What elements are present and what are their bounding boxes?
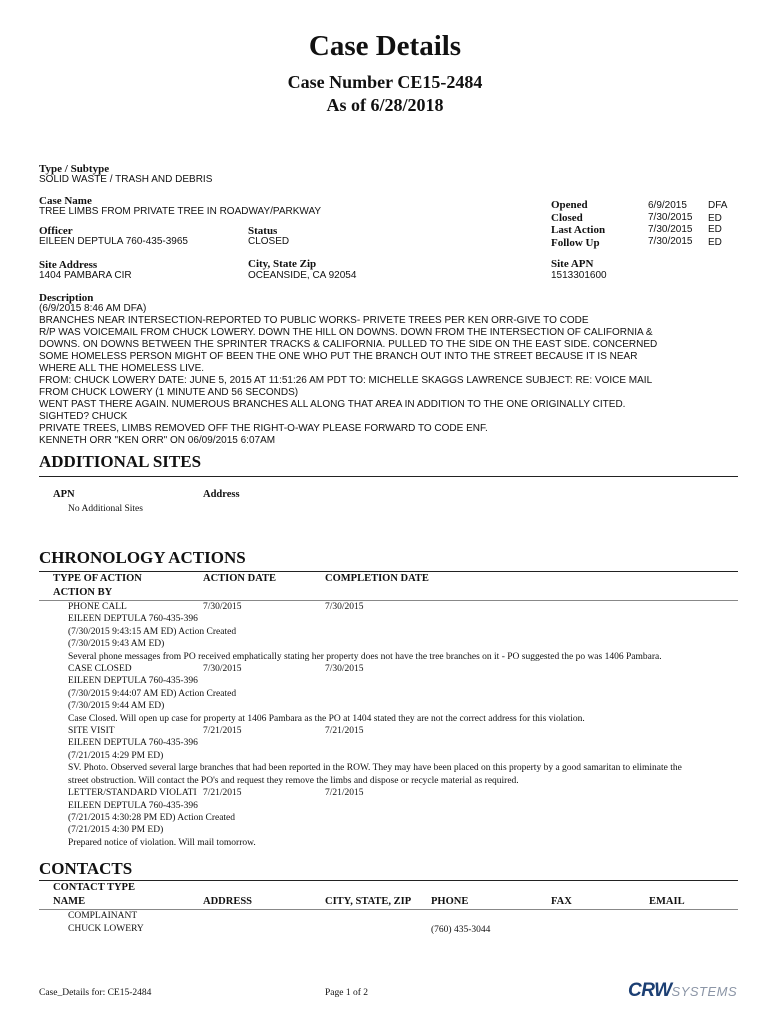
action-type: SITE VISIT <box>68 726 115 737</box>
case-name-label: Case Name <box>39 195 92 207</box>
action-note: Prepared notice of violation. Will mail tomorrow. <box>68 837 256 848</box>
action-by: EILEEN DEPTULA 760-435-396 <box>68 676 198 687</box>
last-action-label: Last Action <box>551 224 606 236</box>
action-note: (7/21/2015 4:30 PM ED) <box>68 825 164 836</box>
description-line: (6/9/2015 8:46 AM DFA) <box>39 303 147 314</box>
description-line: FROM: CHUCK LOWERY DATE: JUNE 5, 2015 AT 11:51:26 AM PDT TO: MICHELLE SKAGGS LAWRENCE SUBJECT: RE: VOICE MAIL <box>39 375 653 386</box>
col-address: Address <box>203 489 240 500</box>
action-note: street obstruction. Will contact the PO's and request they remove the limbs and dispose or recycle material as required. <box>68 775 519 786</box>
action-note: (7/30/2015 9:44:07 AM ED) Action Created <box>68 688 237 699</box>
description-line: PRIVATE TREES, LIMBS REMOVED OFF THE RIGHT-O-WAY PLEASE FORWARD TO CODE ENF. <box>39 423 488 434</box>
divider <box>39 880 738 881</box>
description-line: FROM CHUCK LOWERY (1 MINUTE AND 56 SECONDS) <box>39 387 299 398</box>
action-type: PHONE CALL <box>68 602 127 612</box>
action-by: EILEEN DEPTULA 760-435-396 <box>68 738 198 749</box>
footer-case-ref: Case_Details for: CE15-2484 <box>39 988 152 998</box>
action-note: Several phone messages from PO received emphatically stating her property does not have the tree branches on it - PO suggested the po was 1406 Pambara. <box>68 651 662 662</box>
last-action-date: 7/30/2015 <box>648 224 693 235</box>
col-apn: APN <box>53 489 75 500</box>
col-fax: FAX <box>551 896 572 907</box>
description-line: BRANCHES NEAR INTERSECTION-REPORTED TO PUBLIC WORKS- PRIVETE TREES PER KEN ORR-GIVE TO CODE <box>39 315 589 326</box>
opened-date: 6/9/2015 <box>648 200 687 211</box>
follow-up-by: ED <box>708 237 722 248</box>
crw-systems-logo: CRWSYSTEMS <box>628 980 738 1001</box>
action-note: SV. Photo. Observed several large branches that had been reported in the ROW. They may have been placed on this property by a good samaritan to eliminate the <box>68 763 682 774</box>
chronology-entry <box>68 601 682 663</box>
chronology-entry <box>68 787 682 849</box>
page-number: Page 1 of 2 <box>325 988 369 998</box>
action-note: (7/21/2015 4:29 PM ED) <box>68 750 164 761</box>
action-date: 7/30/2015 <box>203 602 242 612</box>
apn-label: Site APN <box>551 258 594 270</box>
additional-sites-heading: ADDITIONAL SITES <box>39 452 202 471</box>
description-line: SOME HOMELESS PERSON MIGHT OF BEEN THE ONE WHO PUT THE BRANCH OUT INTO THE STREET BECAUSE IT IS NEAR <box>39 351 638 362</box>
follow-up-label: Follow Up <box>551 237 600 249</box>
col-contact-type: CONTACT TYPE <box>53 882 135 893</box>
divider <box>39 476 738 477</box>
col-name: NAME <box>53 896 86 907</box>
completion-date: 7/30/2015 <box>325 664 364 675</box>
action-date: 7/21/2015 <box>203 726 242 737</box>
action-note: (7/21/2015 4:30:28 PM ED) Action Created <box>68 812 236 823</box>
contact-type: COMPLAINANT <box>68 911 138 921</box>
closed-date: 7/30/2015 <box>648 212 693 223</box>
action-type: CASE CLOSED <box>68 664 132 675</box>
col-city-state-zip: CITY, STATE, ZIP <box>325 896 412 907</box>
action-note: Case Closed. Will open up case for property at 1406 Pambara as the PO at 1404 stated they are not the correct address for this violation. <box>68 713 585 724</box>
site-address-value: 1404 PAMBARA CIR <box>39 270 132 281</box>
chronology-entry <box>68 725 682 787</box>
officer-value: EILEEN DEPTULA 760-435-3965 <box>39 236 188 247</box>
description-line: WHERE ALL THE HOMELESS LIVE. <box>39 363 205 374</box>
contact-phone: (760) 435-3044 <box>431 925 491 935</box>
completion-date: 7/30/2015 <box>325 602 364 612</box>
col-type-of-action: TYPE OF ACTION <box>53 573 142 584</box>
divider <box>39 571 738 572</box>
type-value: SOLID WASTE / TRASH AND DEBRIS <box>39 174 213 185</box>
col-action-date: ACTION DATE <box>203 573 277 584</box>
description-line: KENNETH ORR "KEN ORR" ON 06/09/2015 6:07AM <box>39 435 276 446</box>
action-by: EILEEN DEPTULA 760-435-396 <box>68 800 198 811</box>
case-number: Case Number CE15-2484 <box>287 72 483 92</box>
no-additional-sites: No Additional Sites <box>68 504 143 514</box>
opened-by: DFA <box>708 200 728 211</box>
type-label: Type / Subtype <box>39 163 110 175</box>
description-line: R/P WAS VOICEMAIL FROM CHUCK LOWERY. DOWN THE HILL ON DOWNS. DOWN FROM THE INTERSECTION OF CALIFORNIA & <box>39 327 653 338</box>
description-label: Description <box>39 292 94 304</box>
as-of-date: As of 6/28/2018 <box>326 95 444 115</box>
site-address-label: Site Address <box>39 259 98 271</box>
contact-name: CHUCK LOWERY <box>68 924 144 934</box>
col-completion-date: COMPLETION DATE <box>325 573 429 584</box>
chronology-entry <box>68 663 682 725</box>
chronology-heading: CHRONOLOGY ACTIONS <box>39 548 246 567</box>
closed-by: ED <box>708 213 722 224</box>
completion-date: 7/21/2015 <box>325 726 364 737</box>
action-type: LETTER/STANDARD VIOLATI <box>68 788 197 799</box>
col-email: EMAIL <box>649 896 685 907</box>
opened-label: Opened <box>551 199 588 211</box>
officer-label: Officer <box>39 225 73 237</box>
status-label: Status <box>248 225 278 237</box>
col-contact-address: ADDRESS <box>203 896 253 907</box>
description-line: SIGHTED? CHUCK <box>39 411 128 422</box>
description-line: DOWNS. ON DOWNS BETWEEN THE SPRINTER TRACKS & CALIFORNIA. PULLED TO THE SIDE ON THE EAST SIDE. CONCERNED <box>39 339 658 350</box>
completion-date: 7/21/2015 <box>325 788 364 799</box>
city-label: City, State Zip <box>248 258 317 270</box>
action-date: 7/21/2015 <box>203 788 242 799</box>
chronology-list <box>68 601 682 849</box>
contacts-heading: CONTACTS <box>39 859 133 878</box>
action-by: EILEEN DEPTULA 760-435-396 <box>68 614 198 625</box>
follow-up-date: 7/30/2015 <box>648 236 693 247</box>
city-value: OCEANSIDE, CA 92054 <box>248 270 357 281</box>
col-phone: PHONE <box>431 896 469 907</box>
case-name-value: TREE LIMBS FROM PRIVATE TREE IN ROADWAY/PARKWAY <box>39 206 322 217</box>
last-action-by: ED <box>708 224 722 235</box>
action-note: (7/30/2015 9:44 AM ED) <box>68 701 165 712</box>
status-value: CLOSED <box>248 236 290 247</box>
action-note: (7/30/2015 9:43 AM ED) <box>68 639 165 650</box>
action-note: (7/30/2015 9:43:15 AM ED) Action Created <box>68 626 237 637</box>
col-action-by: ACTION BY <box>53 587 113 598</box>
apn-value: 1513301600 <box>551 270 607 281</box>
divider <box>39 909 738 910</box>
closed-label: Closed <box>551 212 583 224</box>
description-line: WENT PAST THERE AGAIN. NUMEROUS BRANCHES ALL ALONG THAT AREA IN ADDITION TO THE ONE ORIGINALLY CITED. <box>39 399 626 410</box>
action-date: 7/30/2015 <box>203 664 242 675</box>
page-title: Case Details <box>308 30 462 62</box>
description-text <box>39 303 657 447</box>
